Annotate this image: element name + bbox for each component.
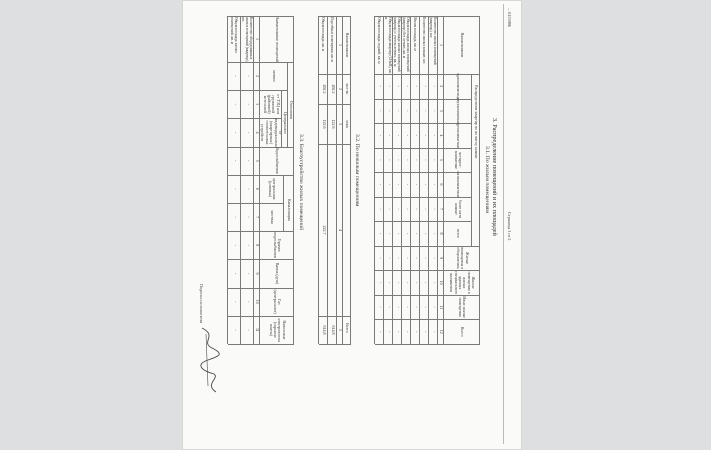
column-number: 2 <box>439 85 445 88</box>
table-cell: - <box>245 75 251 77</box>
handwritten-signature <box>196 326 222 396</box>
table-cell: 122.6 <box>321 119 327 129</box>
column-header: Всего <box>460 326 466 337</box>
column-group-central: Центральное <box>283 111 289 135</box>
table-cell: - <box>245 131 251 134</box>
table-cell: - <box>395 134 401 137</box>
table-cell: - <box>395 306 401 308</box>
column-number: 6 <box>255 187 261 190</box>
column-number: 11 <box>439 305 445 310</box>
column-number: 5 <box>338 329 344 331</box>
table-cell: - <box>413 134 419 137</box>
table-cell: - <box>232 160 238 162</box>
table-cell: - <box>413 306 419 308</box>
column-number: 9 <box>439 257 445 260</box>
table-cell: - <box>386 257 392 259</box>
table-cell: - <box>377 257 383 259</box>
column-number: 9 <box>255 272 261 275</box>
column-number: 1 <box>338 44 344 46</box>
table-cell: - <box>377 281 383 284</box>
table-cell: - <box>395 257 401 259</box>
table-cell: - <box>377 208 383 210</box>
table-cell: - <box>422 232 428 235</box>
column-number: 5 <box>439 158 445 161</box>
table-cell: - <box>422 281 428 284</box>
table-cell: - <box>377 306 383 308</box>
table-cell: - <box>245 216 251 218</box>
table-cell: - <box>431 306 437 308</box>
column-header: печное <box>272 70 278 82</box>
column-number: 7 <box>255 216 261 219</box>
table-cell: - <box>377 232 383 235</box>
page-number: Страница 3 из 5 <box>507 212 512 241</box>
column-number: 2 <box>255 75 261 78</box>
column-header: центральная (уличная) <box>268 178 278 200</box>
table-3-1-title: 3.1. По жилым помещениям <box>484 146 490 213</box>
row-label: Количество оборудованных жилых помещений (квартир), шт. <box>241 17 254 63</box>
table-cell <box>328 144 337 316</box>
table-cell: - <box>232 329 238 331</box>
table-cell: - <box>245 160 251 162</box>
column-group-heating: Отопление <box>289 100 295 120</box>
table-3-2-title: 3.2. По нежилым помещениям <box>354 134 360 207</box>
row-label: Количество жилых комнат, шт. <box>422 17 427 65</box>
table-cell: - <box>377 110 383 112</box>
corner-mark: ... 6153986 <box>507 8 512 27</box>
column-header: от ТЭЦ или групповой (районной) котельной <box>262 94 281 115</box>
table-cell: - <box>422 331 428 333</box>
table-cell: - <box>386 331 392 333</box>
table-cell: - <box>404 85 410 87</box>
table-cell: - <box>395 110 401 112</box>
table-amenities <box>226 14 296 344</box>
table-cell: - <box>377 85 383 87</box>
table-cell: - <box>431 85 437 87</box>
column-header: Газ (центральное) <box>273 289 283 314</box>
table-cell: - <box>386 134 392 137</box>
column-header: двухкомнатные <box>456 97 462 124</box>
table-residential <box>372 14 482 344</box>
table-cell: - <box>422 208 428 210</box>
table-cell: - <box>386 183 392 186</box>
column-number: 4 <box>439 134 445 137</box>
table-cell: - <box>404 331 410 333</box>
table-cell: - <box>386 306 392 308</box>
column-header-name: Наименование <box>460 32 466 58</box>
table-cell: - <box>422 85 428 87</box>
table-cell: - <box>386 110 392 112</box>
table-cell: - <box>395 232 401 235</box>
table-cell: 492.2 <box>321 84 327 94</box>
table-cell: - <box>386 281 392 284</box>
table-cell: - <box>395 159 401 161</box>
signature-label: Подпись исполнителя <box>199 284 204 324</box>
column-header: пятикомнатные <box>456 171 462 198</box>
table-cell: - <box>395 183 401 186</box>
column-header: Жилые помещения в общежитиях <box>455 246 470 270</box>
rotated-page-content <box>182 0 522 450</box>
table-cell: - <box>232 131 238 134</box>
table-cell: - <box>404 306 410 308</box>
column-group-header: Распределение квартир по их числу комнат <box>474 85 480 159</box>
table-cell: 614.8 <box>321 325 327 335</box>
table-cell: - <box>404 232 410 235</box>
column-number: 1 <box>255 38 261 40</box>
table-cell: - <box>245 188 251 190</box>
table-cell: - <box>395 208 401 210</box>
table-cell: - <box>386 208 392 210</box>
table-cell: - <box>377 183 383 186</box>
table-cell: - <box>431 110 437 112</box>
table-cell: - <box>413 159 419 161</box>
column-header: трехкомнатные <box>456 122 462 149</box>
table-cell: - <box>404 110 410 112</box>
table-cell: - <box>422 257 428 259</box>
column-number: 3 <box>255 103 261 106</box>
table-cell: - <box>377 134 383 137</box>
column-header-count: кол-во <box>345 83 351 95</box>
column-header: Напольные электроплиты (скрытые плиты) <box>268 317 287 342</box>
table-cell: - <box>422 159 428 161</box>
table-cell: - <box>404 183 410 186</box>
table-cell: - <box>232 188 238 190</box>
table-cell: - <box>232 301 238 303</box>
table-cell: - <box>404 208 410 210</box>
table-cell: - <box>232 216 238 218</box>
section-title: 3. Распределение помещений и их площадей <box>491 118 498 236</box>
table-cell: - <box>395 281 401 284</box>
column-header: однокомнатные <box>456 73 462 100</box>
column-number: 12 <box>439 329 445 334</box>
table-cell: 614.8 <box>330 325 336 335</box>
column-header: Жилые помещения в жилых зданиях специального назначения <box>449 270 477 295</box>
table-cell: - <box>422 183 428 186</box>
table-cell: - <box>245 329 251 331</box>
column-number: 5 <box>255 159 261 162</box>
column-number: 3 <box>338 123 344 125</box>
row-label: Общая площадь жилых помещений, кв. м <box>230 17 239 53</box>
table-cell: - <box>386 232 392 235</box>
table-rule <box>228 344 294 345</box>
table-rule <box>375 344 480 345</box>
row-label: Подсобные помещения, кв. м <box>330 17 335 62</box>
table-cell: - <box>232 272 238 275</box>
table-cell: - <box>245 301 251 303</box>
table-cell: - <box>431 281 437 284</box>
column-header-name: Наименование помещений <box>275 16 281 62</box>
column-number: 8 <box>439 232 445 235</box>
column-header: местная <box>270 210 276 224</box>
table-cell: - <box>404 159 410 161</box>
document-page <box>182 0 522 450</box>
table-cell: - <box>422 134 428 137</box>
table-cell: - <box>413 85 419 87</box>
row-label: Общая площадь квартир (СНиП), кв. м <box>384 17 393 74</box>
table-cell: - <box>413 232 419 235</box>
table-cell: - <box>422 110 428 112</box>
table-cell: - <box>377 331 383 333</box>
column-number: 4 <box>255 131 261 134</box>
column-number: 11 <box>255 327 261 332</box>
row-label: Общая площадь жилых помещений (квартир) без летних, кв. м <box>402 17 411 72</box>
column-header: четырех-комнатные <box>454 150 464 170</box>
column-number: 7 <box>439 207 445 210</box>
column-number: 3 <box>439 109 445 112</box>
table-cell: 222.7 <box>321 225 327 235</box>
row-label: Общая площадь лоджий, кв. м <box>377 17 382 64</box>
table-cell: - <box>404 257 410 259</box>
table-cell: - <box>431 134 437 137</box>
table-cell: - <box>395 331 401 333</box>
table-cell: - <box>431 208 437 210</box>
column-number: 6 <box>439 183 445 186</box>
table-cell: - <box>413 110 419 112</box>
column-number: 2 <box>338 88 344 90</box>
table-cell: 492.2 <box>330 84 336 94</box>
column-header: Водоснабжение <box>275 147 281 175</box>
table-cell: - <box>232 103 238 105</box>
row-label: Общая площадь, кв. м <box>321 17 326 51</box>
table-nonresidential <box>314 14 352 344</box>
column-header: Горячее водоснабжение <box>273 232 283 259</box>
table-cell: - <box>431 159 437 161</box>
column-number: 10 <box>255 299 261 304</box>
column-number: 4 <box>338 229 344 231</box>
column-number: 1 <box>439 44 445 46</box>
row-label: Общая площадь жилых помещений (квартир) с учетом летних, кв. м <box>393 17 402 72</box>
column-number: 8 <box>255 244 261 247</box>
table-cell: - <box>404 281 410 284</box>
table-cell: - <box>386 85 392 87</box>
table-cell: - <box>413 257 419 259</box>
column-header-total: Всего <box>345 323 351 333</box>
table-cell: - <box>245 272 251 275</box>
table-cell: - <box>245 103 251 105</box>
table-rule <box>319 344 351 345</box>
table-cell: - <box>413 208 419 210</box>
column-header-floor: этаж <box>345 119 351 129</box>
table-cell: - <box>386 159 392 161</box>
table-cell: - <box>431 257 437 259</box>
table-cell: - <box>404 134 410 137</box>
table-cell: - <box>413 183 419 186</box>
table-cell: 122.6 <box>330 119 336 129</box>
column-header: более пяти комнат <box>454 199 464 219</box>
table-cell: - <box>413 281 419 284</box>
table-3-3-title: 3.3. Благоустройство жилых помещений <box>298 134 304 231</box>
table-cell: - <box>422 306 428 308</box>
column-number: 10 <box>439 280 445 285</box>
table-rule <box>350 16 351 344</box>
table-cell: - <box>245 244 251 246</box>
table-cell: - <box>232 244 238 246</box>
column-header-name: Наименование <box>345 32 351 58</box>
column-header: Иные жилые помещения <box>458 296 468 319</box>
table-cell: - <box>431 331 437 333</box>
column-header: Ванна (душ) <box>275 262 281 285</box>
column-header: всего <box>456 229 462 239</box>
table-cell: - <box>431 183 437 186</box>
table-cell: - <box>377 159 383 161</box>
column-header: от индивидуальных (квартирных) отопительных устройств <box>260 118 284 147</box>
table-cell: - <box>413 331 419 333</box>
table-cell: - <box>395 85 401 87</box>
row-label: Жилая площадь, кв. м <box>413 17 418 51</box>
row-label: Количество жилых помещений (квартир), шт. <box>429 17 438 65</box>
column-group-sewer: Канализация <box>287 199 293 221</box>
table-cell: - <box>232 75 238 77</box>
table-cell: - <box>431 232 437 235</box>
